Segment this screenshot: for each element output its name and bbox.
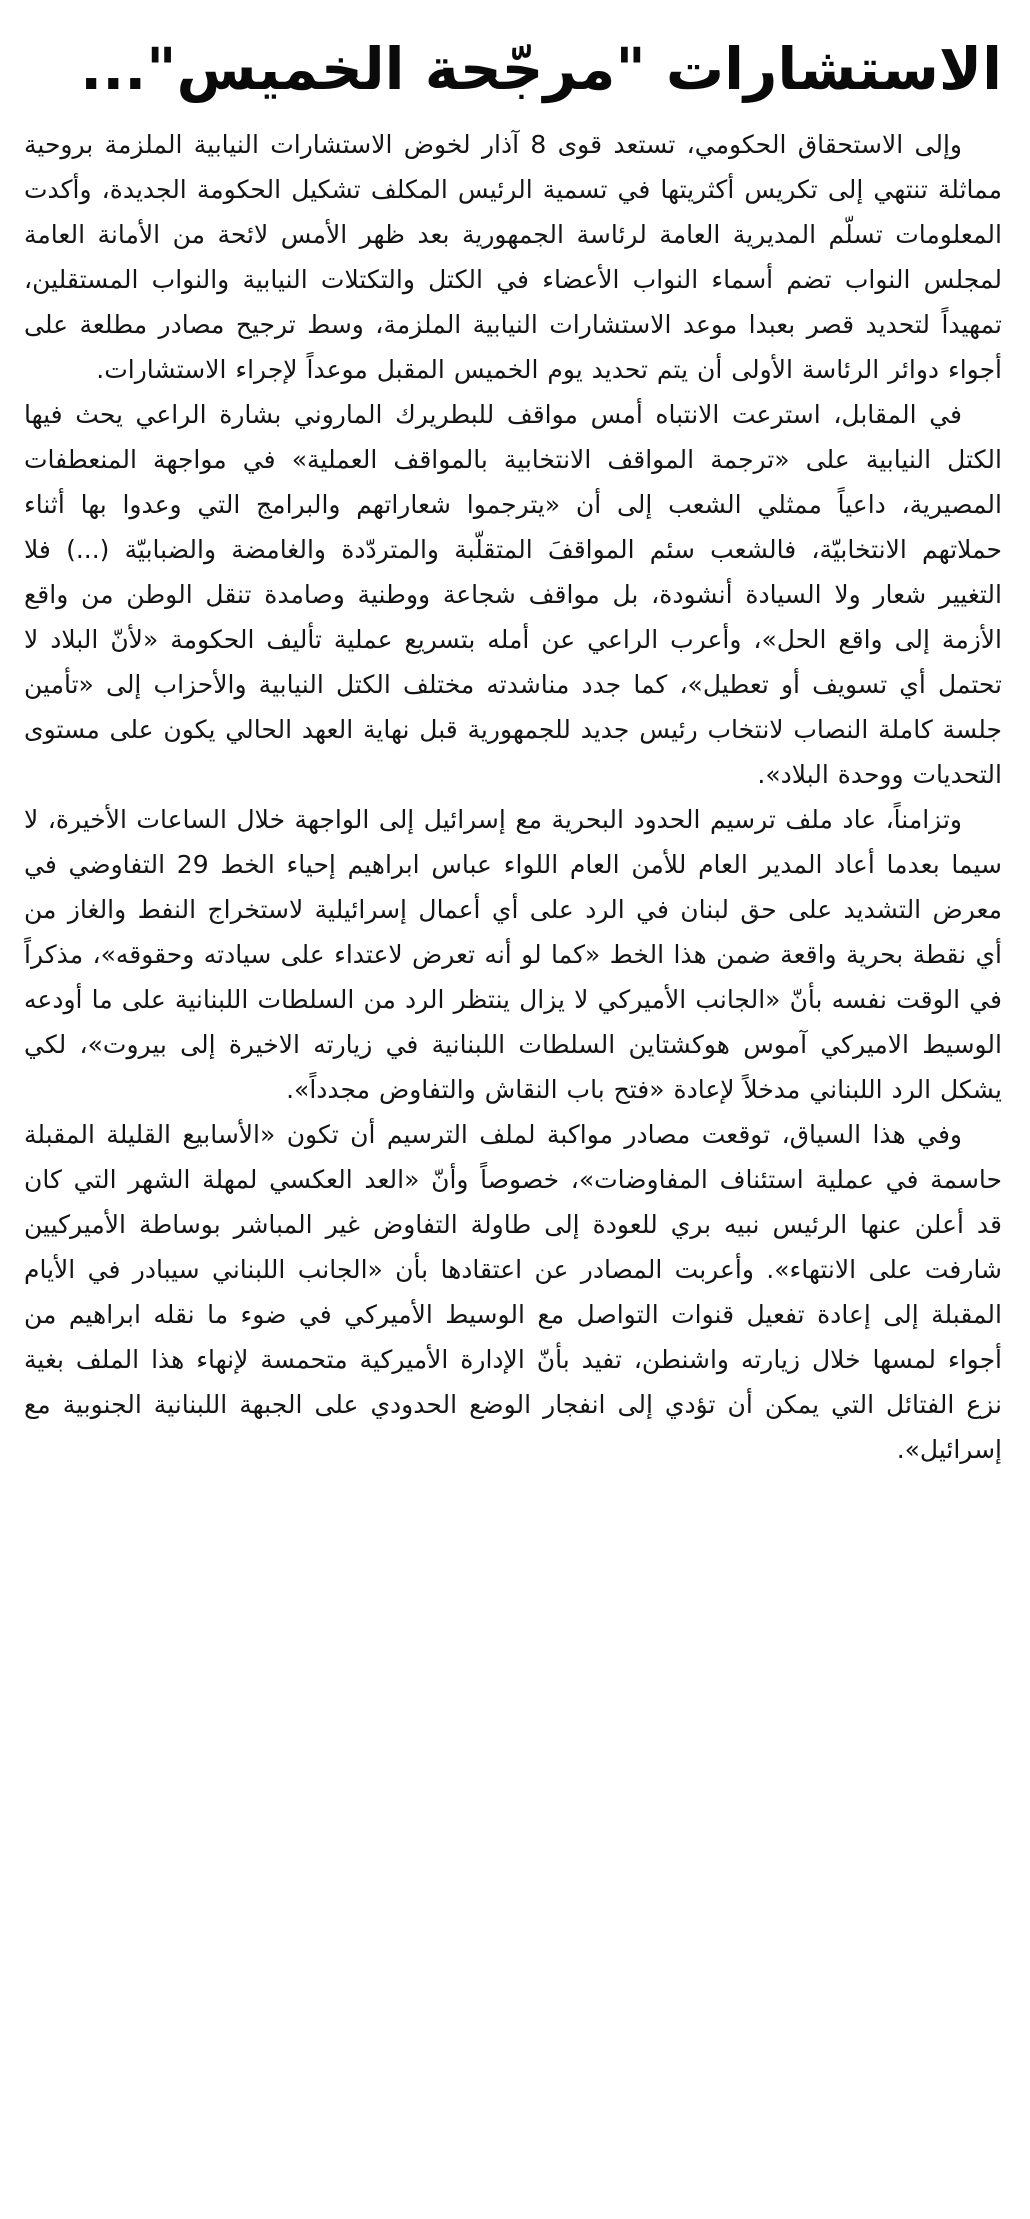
article-paragraph-maritime-border: وتزامناً، عاد ملف ترسيم الحدود البحرية مع إسرائيل إلى الواجهة خلال الساعات الأخيرة، لا سيما بعدما أعاد المدير العام للأمن العام اللواء عباس ابراهيم إحياء الخط 29 التفاوضي في معرض التشديد على حق لبنان في الرد على أي أعمال إسرائيلية لاستخراج النفط والغاز من أي نقطة بحرية واقعة ضمن هذا الخط «كما لو أنه تعرض لاعتداء على سيادته وحقوقه»، مذكراً في الوقت نفسه بأنّ «الجانب الأميركي لا يزال ينتظر الرد من السلطات اللبنانية على ما أودعه الوسيط الاميركي آموس هوكشتاين السلطات اللبنانية في زيارته الاخيرة إلى بيروت»، لكي يشكل الرد اللبناني مدخلاً لإعادة «فتح باب النقاش والتفاوض مجدداً». — [24, 805, 1002, 1104]
article-paragraph-negotiations-context: وفي هذا السياق، توقعت مصادر مواكبة لملف الترسيم أن تكون «الأسابيع القليلة المقبلة حاسمة في عملية استئناف المفاوضات»، خصوصاً وأنّ «العد العكسي لمهلة الشهر التي كان قد أعلن عنها الرئيس نبيه بري للعودة إلى طاولة التفاوض غير المباشر بوساطة الأميركيين شارفت على الانتهاء». وأعربت المصادر عن اعتقادها بأن «الجانب اللبناني سيبادر في الأيام المقبلة إلى إعادة تفعيل قنوات التواصل مع الوسيط الأميركي في ضوء ما نقله ابراهيم من أجواء لمسها خلال زيارته واشنطن، تفيد بأنّ الإدارة الأميركية متحمسة لإنهاء هذا الملف بغية نزع الفتائل التي يمكن أن تؤدي إلى انفجار الوضع الحدودي على الجبهة اللبنانية الجنوبية مع إسرائيل». — [24, 1120, 1002, 1464]
news-article — [24, 30, 1002, 2207]
article-headline: الاستشارات "مرجّحة الخميس"... — [80, 35, 1002, 103]
article-paragraph-government-consultations: وإلى الاستحقاق الحكومي، تستعد قوى 8 آذار لخوض الاستشارات النيابية الملزمة بروحية مماثلة تنتهي إلى تكريس أكثريتها في تسمية الرئيس المكلف تشكيل الحكومة الجديدة، وأكدت المعلومات تسلّم المديرية العامة لرئاسة الجمهورية بعد ظهر الأمس لائحة من الأمانة العامة لمجلس النواب تضم أسماء النواب الأعضاء في الكتل والتكتلات النيابية والنواب المستقلين، تمهيداً لتحديد قصر بعبدا موعد الاستشارات النيابية الملزمة، وسط ترجيح مصادر مطلعة على أجواء دوائر الرئاسة الأولى أن يتم تحديد يوم الخميس المقبل موعداً لإجراء الاستشارات. — [24, 130, 1002, 384]
article-paragraph-patriarch-statements: في المقابل، استرعت الانتباه أمس مواقف للبطريرك الماروني بشارة الراعي يحث فيها الكتل النيابية على «ترجمة المواقف الانتخابية بالمواقف العملية» في مواجهة المنعطفات المصيرية، داعياً ممثلي الشعب إلى أن «يترجموا شعاراتهم والبرامج التي وعدوا بها أثناء حملاتهم الانتخابيّة، فالشعب سئم المواقفَ المتقلّبة والمتردّدة والغامضة والضبابيّة (...) فلا التغيير شعار ولا السيادة أنشودة، بل مواقف شجاعة ووطنية وصامدة تنقل الوطن من واقع الأزمة إلى واقع الحل»، وأعرب الراعي عن أمله بتسريع عملية تأليف الحكومة «لأنّ البلاد لا تحتمل أي تسويف أو تعطيل»، كما جدد مناشدته مختلف الكتل النيابية والأحزاب إلى «تأمين جلسة كاملة النصاب لانتخاب رئيس جديد للجمهورية قبل نهاية العهد الحالي يكون على مستوى التحديات ووحدة البلاد». — [24, 400, 1002, 789]
